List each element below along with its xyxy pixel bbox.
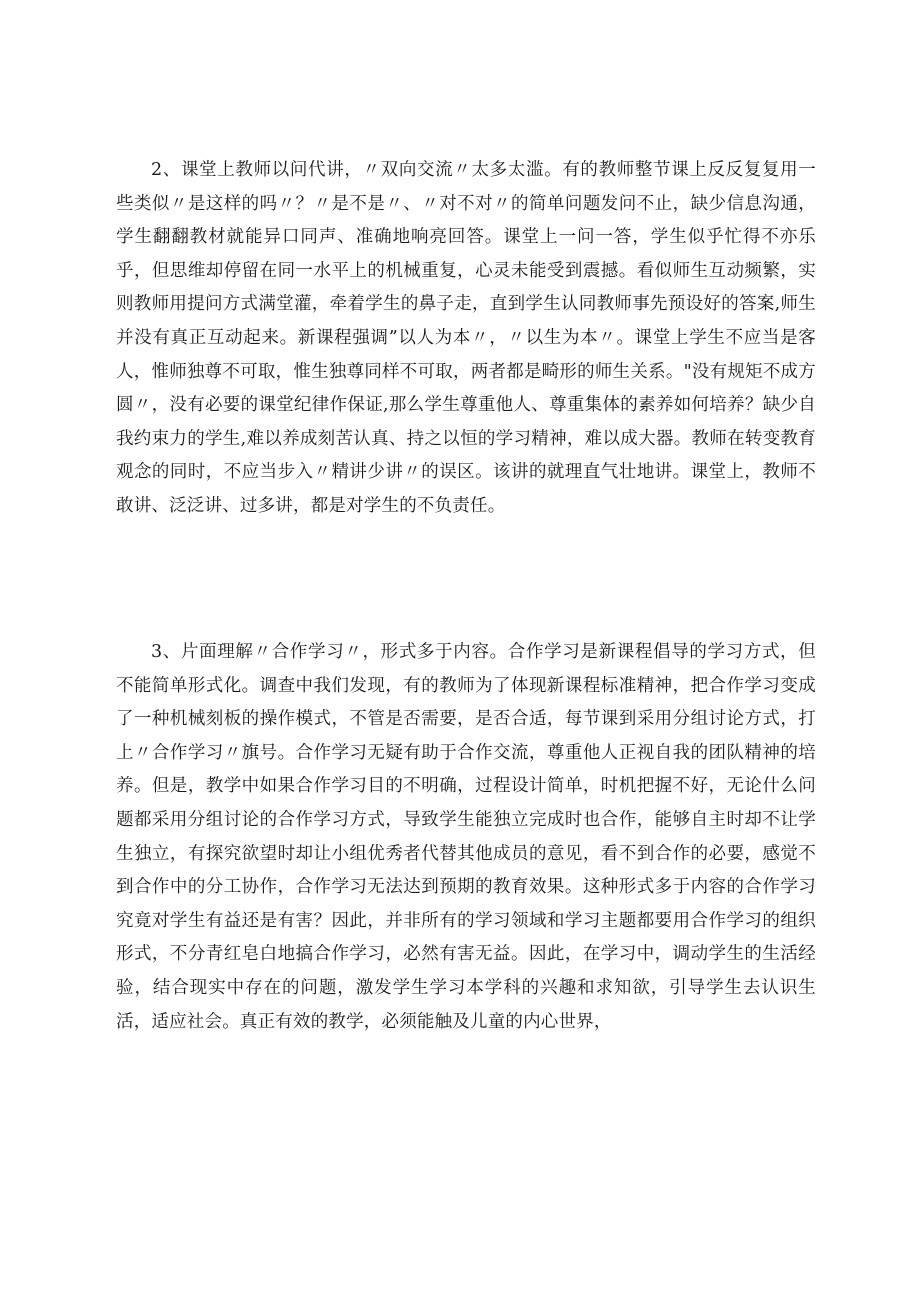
- paragraph-2: 2、课堂上教师以问代讲，〃双向交流〃太多太滥。有的教师整节课上反反复复用一些类似〃是这样的吗〃？〃是不是〃、〃对不对〃的简单问题发问不止，缺少信息沟通，学生翻翻教材就能异口同声、准确地响亮回答。课堂上一问一答，学生似乎忙得不亦乐乎，但思维却停留在同一水平上的机械重复，心灵未能受到震撼。看似师生互动频繁，实则教师用提问方式满堂灌，牵着学生的鼻子走，直到学生认同教师事先预设好的答案,师生并没有真正互动起来。新课程强调”以人为本〃，〃以生为本〃。课堂上学生不应当是客人，惟师独尊不可取，惟生独尊同样不可取，两者都是畸形的师生关系。"没有规矩不成方圆〃，没有必要的课堂纪律作保证,那么学生尊重他人、尊重集体的素养如何培养？缺少自我约束力的学生,难以养成刻苦认真、持之以恒的学习精神，难以成大器。教师在转变教育观念的同时，不应当步入〃精讲少讲〃的误区。该讲的就理直气壮地讲。课堂上，教师不敢讲、泛泛讲、过多讲，都是对学生的不负责任。: [116, 160, 816, 516]
- paragraph-3: 3、片面理解〃合作学习〃，形式多于内容。合作学习是新课程倡导的学习方式，但不能简单形式化。调查中我们发现，有的教师为了体现新课程标准精神，把合作学习变成了一种机械刻板的操作模式，不管是否需要，是否合适，每节课到采用分组讨论方式，打上〃合作学习〃旗号。合作学习无疑有助于合作交流，尊重他人正视自我的团队精神的培养。但是，教学中如果合作学习目的不明确，过程设计简单，时机把握不好，无论什么问题都采用分组讨论的合作学习方式，导致学生能独立完成时也合作，能够自主时却不让学生独立，有探究欲望时却让小组优秀者代替其他成员的意见，看不到合作的必要，感觉不到合作中的分工协作，合作学习无法达到预期的教育效果。这种形式多于内容的合作学习究竟对学生有益还是有害？因此，并非所有的学习领域和学习主题都要用合作学习的组织形式，不分青红皂白地搞合作学习，必然有害无益。因此，在学习中，调动学生的生活经验，结合现实中存在的问题，激发学生学习本学科的兴趣和求知欲，引导学生去认识生活，适应社会。真正有效的教学，必须能触及儿童的内心世界，: [116, 642, 816, 1032]
